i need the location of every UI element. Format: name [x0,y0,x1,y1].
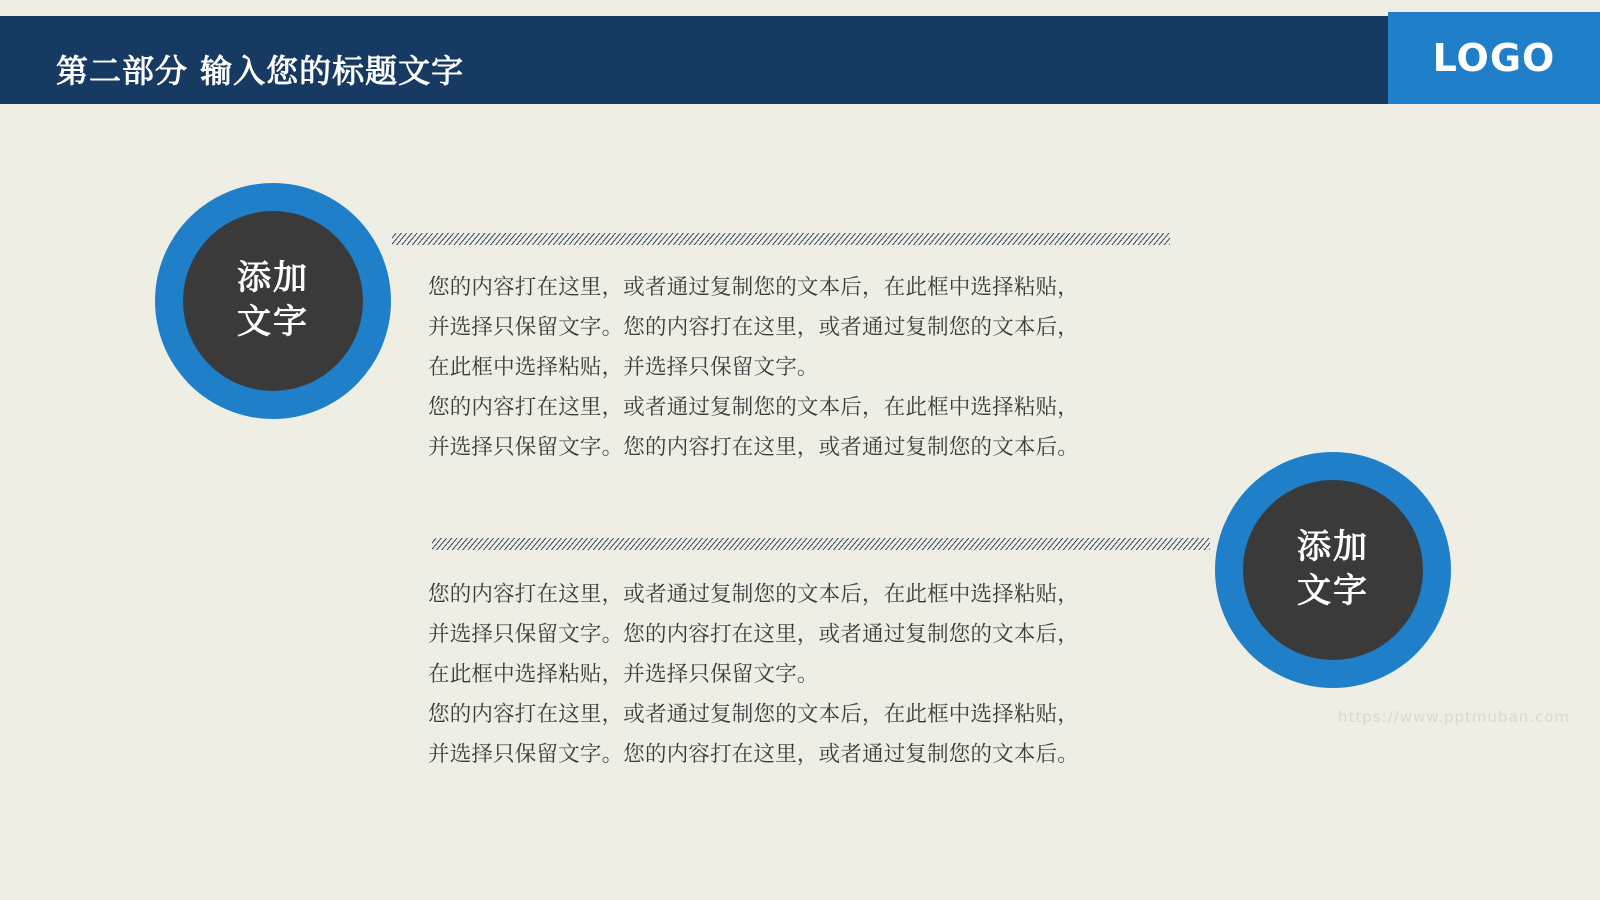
content-bottom-line-4: 您的内容打在这里，或者通过复制您的文本后，在此框中选择粘贴， [428,702,1080,727]
header-bar [0,16,1600,104]
content-top-line-1: 您的内容打在这里，或者通过复制您的文本后，在此框中选择粘贴， [428,275,1080,300]
content-top-line-3: 在此框中选择粘贴，并选择只保留文字。 [428,355,819,380]
page-title: 第二部分 输入您的标题文字 [56,52,465,90]
badge-bottom-line2: 文字 [1297,571,1369,611]
badge-top-line1: 添加 [237,258,309,299]
badge-bottom[interactable] [1215,452,1451,688]
content-bottom-line-5: 并选择只保留文字。您的内容打在这里，或者通过复制您的文本后。 [428,742,1080,767]
badge-top-line2: 文字 [237,302,309,342]
content-bottom-line-3: 在此框中选择粘贴，并选择只保留文字。 [428,662,819,687]
badge-bottom-core [1243,480,1423,660]
content-block-top [428,268,1218,468]
badge-top-core [183,211,363,391]
divider-hatch-top [392,233,1170,245]
content-top-line-4: 您的内容打在这里，或者通过复制您的文本后，在此框中选择粘贴， [428,395,1080,420]
badge-top[interactable] [155,183,391,419]
logo-text: LOGO [1432,36,1556,80]
divider-hatch-bottom [432,538,1210,550]
logo-block [1388,12,1600,104]
content-block-bottom [428,575,1218,775]
content-top-line-5: 并选择只保留文字。您的内容打在这里，或者通过复制您的文本后。 [428,435,1080,460]
content-top-line-2: 并选择只保留文字。您的内容打在这里，或者通过复制您的文本后， [428,315,1080,340]
badge-bottom-line1: 添加 [1297,527,1369,568]
content-bottom-line-1: 您的内容打在这里，或者通过复制您的文本后，在此框中选择粘贴， [428,582,1080,607]
content-bottom-line-2: 并选择只保留文字。您的内容打在这里，或者通过复制您的文本后， [428,622,1080,647]
watermark-mid-right: https://www.pptmuban.com [1338,708,1571,726]
